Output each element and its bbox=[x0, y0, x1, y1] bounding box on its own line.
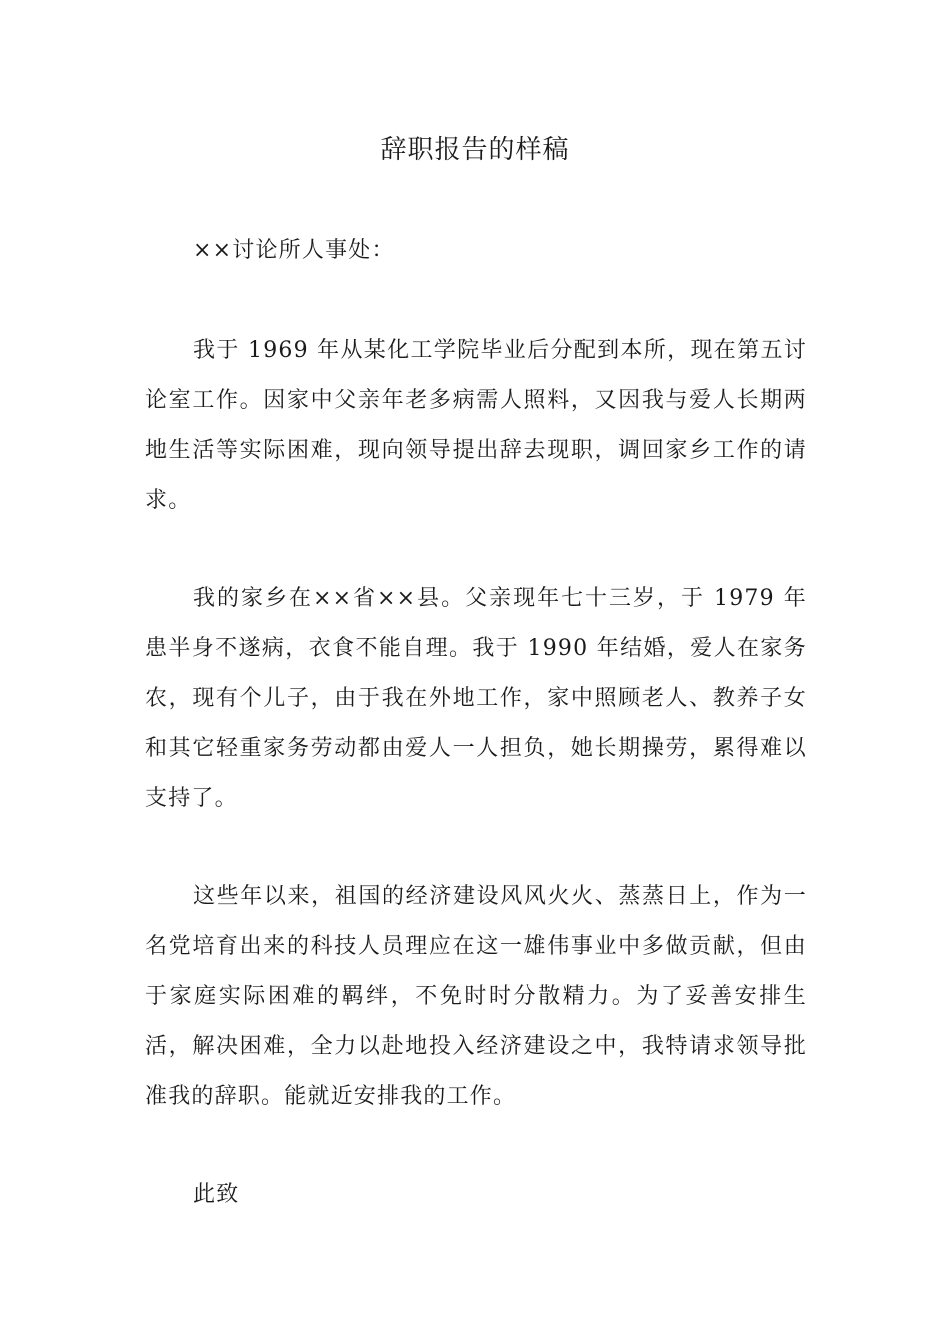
salutation: ××讨论所人事处： bbox=[193, 238, 395, 263]
body-paragraph-2: 我的家乡在××省××县。父亲现年七十三岁，于 1979 年患半身不遂病，衣食不能自理。我于 1990 年结婚，爱人在家务农，现有个儿子，由于我在外地工作，家中照顾老人、教养子女和其它轻重家务劳动都由爱人一人担负，她长期操劳，累得难以支持了。 bbox=[145, 586, 807, 811]
document-title: 辞职报告的样稿 bbox=[380, 135, 570, 165]
body-paragraph-1: 我于 1969 年从某化工学院毕业后分配到本所，现在第五讨论室工作。因家中父亲年老多病需人照料，又因我与爱人长期两地生活等实际困难，现向领导提出辞去现职，调回家乡工作的请求。 bbox=[145, 338, 807, 513]
body-paragraph-3: 这些年以来，祖国的经济建设风风火火、蒸蒸日上，作为一名党培育出来的科技人员理应在这一雄伟事业中多做贡献，但由于家庭实际困难的羁绊，不免时时分散精力。为了妥善安排生活，解决困难，全力以赴地投入经济建设之中，我特请求领导批准我的辞职。能就近安排我的工作。 bbox=[145, 884, 807, 1109]
closing-text: 此致 bbox=[193, 1182, 240, 1207]
